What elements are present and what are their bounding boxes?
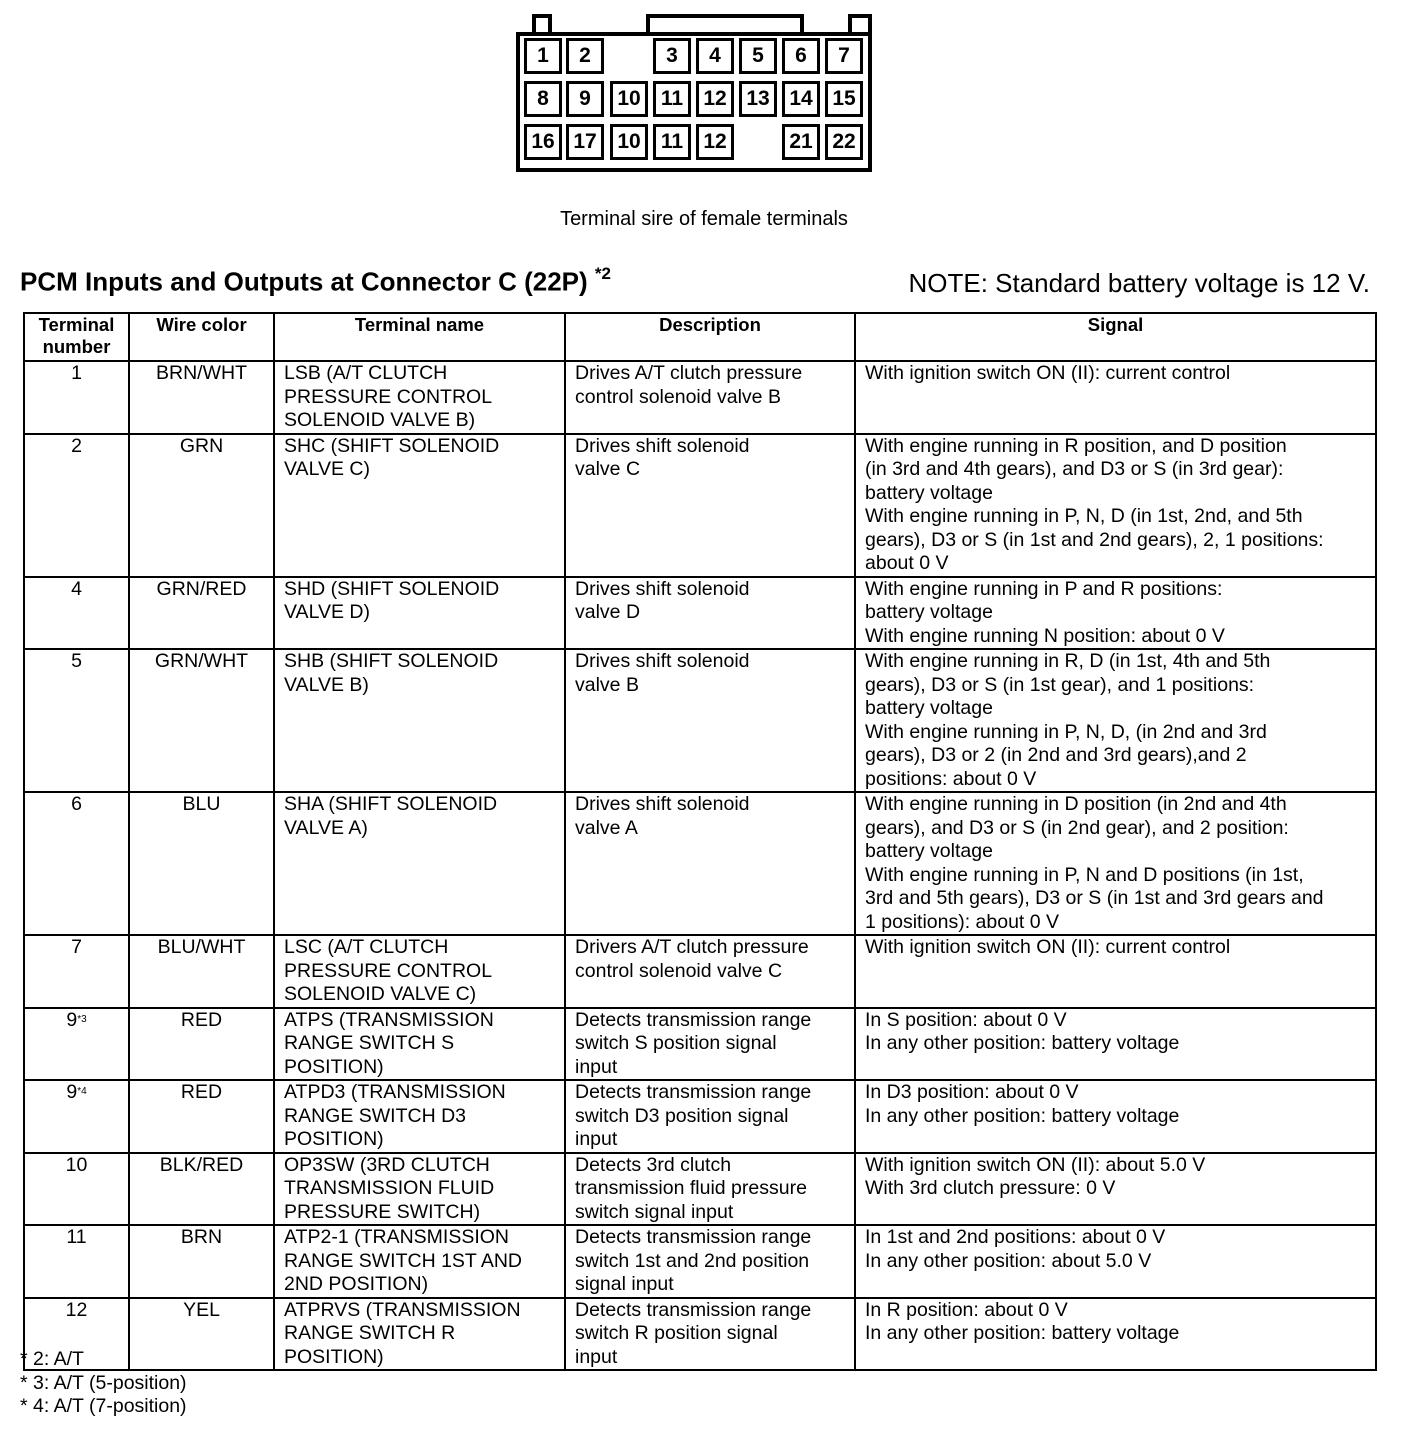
cell-description: Detects transmission range switch 1st and 2nd position signal input	[565, 1225, 855, 1298]
cell-description: Detects 3rd clutch transmission fluid pressure switch signal input	[565, 1153, 855, 1226]
cell-wire-color: GRN/RED	[129, 577, 274, 650]
cell-terminal-name: SHD (SHIFT SOLENOID VALVE D)	[274, 577, 565, 650]
connector-terminal: 2	[566, 38, 604, 74]
connector-terminal: 5	[739, 38, 777, 74]
cell-description: Detects transmission range switch R position signal input	[565, 1298, 855, 1371]
cell-signal: With engine running in D position (in 2nd and 4th gears), and D3 or S (in 2nd gear), and 2 position: battery voltage With engine running in P, N and D positions (in 1st, 3rd and 5th gears), D3 or S (in 1st and 3rd gears and 1 positions): about 0 V	[855, 792, 1376, 935]
connector-outline	[646, 14, 804, 36]
footnote: * 2: A/T	[20, 1348, 84, 1370]
connector-terminal: 10	[610, 124, 648, 160]
table-row	[24, 935, 1376, 1008]
cell-terminal-name: SHA (SHIFT SOLENOID VALVE A)	[274, 792, 565, 935]
terminal-number: 9	[66, 1081, 78, 1103]
terminal-number: 7	[71, 936, 82, 958]
connector-terminal: 22	[825, 124, 863, 160]
cell-terminal-number	[24, 361, 129, 434]
cell-terminal-name: ATPD3 (TRANSMISSION RANGE SWITCH D3 POSITION)	[274, 1080, 565, 1153]
header-terminal-number: Terminal number	[24, 313, 129, 361]
cell-terminal-number	[24, 1225, 129, 1298]
cell-terminal-number	[24, 577, 129, 650]
footnote: * 3: A/T (5-position)	[20, 1371, 187, 1394]
cell-signal: With ignition switch ON (II): current control	[855, 361, 1376, 434]
voltage-note: NOTE: Standard battery voltage is 12 V.	[908, 268, 1370, 298]
connector-terminal: 3	[653, 38, 691, 74]
table-row	[24, 1153, 1376, 1226]
footnote: * 4: A/T (7-position)	[20, 1395, 187, 1417]
cell-terminal-number	[24, 434, 129, 577]
terminal-number: 10	[65, 1153, 88, 1176]
terminal-number: 1	[71, 362, 82, 384]
table-row	[24, 1080, 1376, 1153]
cell-terminal-number	[24, 792, 129, 935]
cell-wire-color: RED	[129, 1080, 274, 1153]
cell-wire-color: GRN	[129, 434, 274, 577]
terminal-number: 4	[71, 577, 82, 600]
connector-terminal: 15	[825, 81, 863, 117]
cell-terminal-name: ATP2-1 (TRANSMISSION RANGE SWITCH 1ST AND 2ND POSITION)	[274, 1225, 565, 1298]
cell-signal: In D3 position: about 0 V In any other position: battery voltage	[855, 1080, 1376, 1153]
table-row	[24, 434, 1376, 577]
connector-terminal: 9	[566, 81, 604, 117]
connector-terminal: 4	[696, 38, 734, 74]
table-row	[24, 361, 1376, 434]
cell-signal: With ignition switch ON (II): current control	[855, 935, 1376, 1008]
cell-terminal-number	[24, 649, 129, 792]
connector-terminal: 11	[653, 124, 691, 160]
connector-terminal: 12	[696, 124, 734, 160]
connector-terminal: 17	[566, 124, 604, 160]
page-title	[20, 266, 611, 298]
terminal-number: 9	[66, 1008, 78, 1031]
cell-description: Detects transmission range switch S position signal input	[565, 1008, 855, 1081]
header-terminal-name: Terminal name	[274, 313, 565, 361]
cell-description: Drives A/T clutch pressure control solenoid valve B	[565, 361, 855, 434]
cell-terminal-number	[24, 1008, 129, 1081]
cell-wire-color: BLU/WHT	[129, 935, 274, 1008]
cell-terminal-name: ATPRVS (TRANSMISSION RANGE SWITCH R POSITION)	[274, 1298, 565, 1371]
connector-terminal: 13	[739, 81, 777, 117]
connector-terminal: 21	[782, 124, 820, 160]
title-text: PCM Inputs and Outputs at Connector C (22P)	[20, 266, 595, 297]
connector-terminal: 14	[782, 81, 820, 117]
connector-terminal: 10	[610, 81, 648, 117]
cell-description: Drives shift solenoid valve C	[565, 434, 855, 577]
pin-table	[23, 312, 1377, 1371]
connector-caption: Terminal sire of female terminals	[560, 208, 848, 230]
title-footnote-mark: *2	[594, 264, 611, 283]
table-row	[24, 792, 1376, 935]
cell-terminal-name: SHB (SHIFT SOLENOID VALVE B)	[274, 649, 565, 792]
header-wire-color: Wire color	[129, 313, 274, 361]
cell-wire-color: YEL	[129, 1298, 274, 1371]
cell-terminal-number	[24, 1080, 129, 1153]
cell-terminal-number	[24, 1153, 129, 1226]
cell-wire-color: RED	[129, 1008, 274, 1081]
table-row	[24, 649, 1376, 792]
footnotes	[20, 1348, 187, 1419]
cell-signal: With ignition switch ON (II): about 5.0 V With 3rd clutch pressure: 0 V	[855, 1153, 1376, 1226]
connector-terminal: 11	[653, 81, 691, 117]
cell-terminal-name: SHC (SHIFT SOLENOID VALVE C)	[274, 434, 565, 577]
cell-signal: In 1st and 2nd positions: about 0 V In any other position: about 5.0 V	[855, 1225, 1376, 1298]
cell-description: Drivers A/T clutch pressure control solenoid valve C	[565, 935, 855, 1008]
connector-terminal: 1	[524, 38, 562, 74]
connector-terminal: 12	[696, 81, 734, 117]
terminal-footnote-mark: *3	[77, 1013, 87, 1025]
table-body	[24, 361, 1376, 1370]
connector-terminal: 7	[825, 38, 863, 74]
connector-outline	[848, 14, 872, 36]
cell-wire-color: BRN	[129, 1225, 274, 1298]
cell-terminal-name: LSB (A/T CLUTCH PRESSURE CONTROL SOLENOID VALVE B)	[274, 361, 565, 434]
cell-terminal-name: LSC (A/T CLUTCH PRESSURE CONTROL SOLENOID VALVE C)	[274, 935, 565, 1008]
cell-wire-color: BLK/RED	[129, 1153, 274, 1226]
table-row	[24, 1298, 1376, 1371]
terminal-number: 12	[65, 1298, 88, 1321]
terminal-number: 11	[66, 1226, 87, 1248]
header-description: Description	[565, 313, 855, 361]
cell-description: Detects transmission range switch D3 position signal input	[565, 1080, 855, 1153]
cell-terminal-name: OP3SW (3RD CLUTCH TRANSMISSION FLUID PRESSURE SWITCH)	[274, 1153, 565, 1226]
cell-signal: In R position: about 0 V In any other position: battery voltage	[855, 1298, 1376, 1371]
cell-signal: With engine running in P and R positions: battery voltage With engine running N position: about 0 V	[855, 577, 1376, 650]
cell-terminal-name: ATPS (TRANSMISSION RANGE SWITCH S POSITION)	[274, 1008, 565, 1081]
cell-signal: With engine running in R position, and D position (in 3rd and 4th gears), and D3 or S (in 3rd gear): battery voltage With engine running in P, N, D (in 1st, 2nd, and 5th gears), D3 or S (in 1st and 2nd gears), 2, 1 positions: about 0 V	[855, 434, 1376, 577]
terminal-number: 2	[71, 434, 82, 457]
cell-wire-color: GRN/WHT	[129, 649, 274, 792]
cell-signal: With engine running in R, D (in 1st, 4th and 5th gears), D3 or S (in 1st gear), and 1 positions: battery voltage With engine running in P, N, D, (in 2nd and 3rd gears), D3 or 2 (in 2nd and 3rd gears),and 2 positions: about 0 V	[855, 649, 1376, 792]
cell-wire-color: BLU	[129, 792, 274, 935]
cell-description: Drives shift solenoid valve B	[565, 649, 855, 792]
table-header-row	[24, 313, 1376, 361]
table-row	[24, 1008, 1376, 1081]
connector-terminal: 6	[782, 38, 820, 74]
cell-description: Drives shift solenoid valve A	[565, 792, 855, 935]
connector-terminal: 8	[524, 81, 562, 117]
table-row	[24, 577, 1376, 650]
connector-diagram	[516, 14, 872, 172]
terminal-footnote-mark: *4	[77, 1086, 87, 1097]
cell-description: Drives shift solenoid valve D	[565, 577, 855, 650]
connector-outline	[532, 14, 552, 36]
header-signal: Signal	[855, 313, 1376, 361]
connector-terminal: 16	[524, 124, 562, 160]
cell-signal: In S position: about 0 V In any other position: battery voltage	[855, 1008, 1376, 1081]
terminal-number: 5	[71, 650, 82, 672]
table-row	[24, 1225, 1376, 1298]
terminal-number: 6	[71, 793, 82, 815]
cell-wire-color: BRN/WHT	[129, 361, 274, 434]
cell-terminal-number	[24, 935, 129, 1008]
